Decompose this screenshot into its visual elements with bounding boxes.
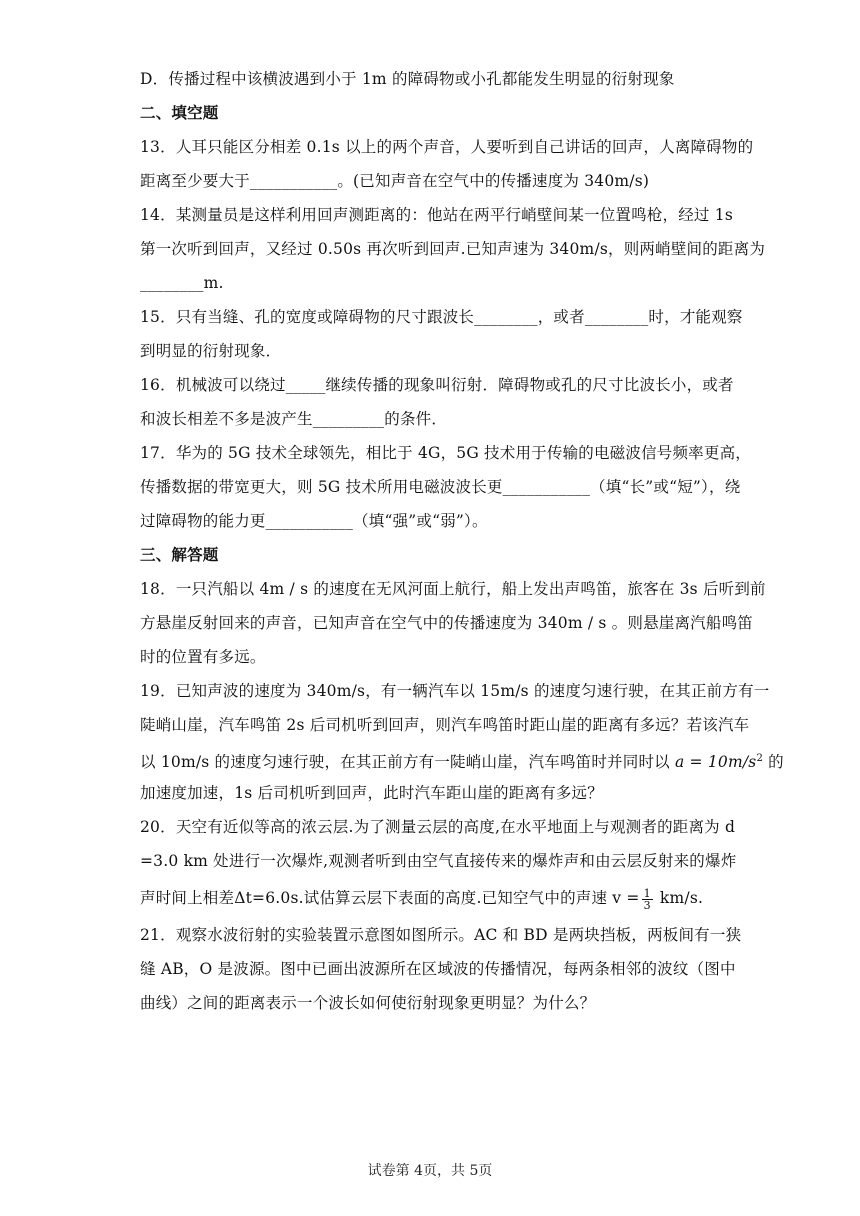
- question-15-line-1: 15．只有当缝、孔的宽度或障碍物的尺寸跟波长________，或者________时，才能观察: [140, 308, 743, 326]
- question-18-line-1: 18．一只汽船以 4m / s 的速度在无风河面上航行，船上发出声鸣笛，旅客在 3s 后听到前: [140, 580, 766, 598]
- question-21-line-1: 21．观察水波衍射的实验装置示意图如图所示。AC 和 BD 是两块挡板，两板间有一狭: [140, 926, 742, 944]
- question-21: [140, 924, 742, 1014]
- question-20-line-2: =3.0 km 处进行一次爆炸,观测者听到由空气直接传来的爆炸声和由云层反射来的爆炸: [140, 852, 737, 870]
- question-19-line-1: 19．已知声波的速度为 340m/s，有一辆汽车以 15m/s 的速度匀速行驶，在其正前方有一: [140, 682, 770, 700]
- question-17-line-3: 过障碍物的能力更___________（填“强”或“弱”）。: [140, 512, 488, 530]
- question-20-line-1: 20．天空有近似等高的浓云层.为了测量云层的高度,在水平地面上与观测者的距离为 d: [140, 818, 736, 836]
- page-footer: 试卷第 4页，共 5页: [367, 1163, 493, 1179]
- acceleration-exponent: 2: [756, 753, 764, 764]
- section-title-fill-in: 二、填空题: [140, 103, 219, 122]
- question-18-line-2: 方悬崖反射回来的声音，已知声音在空气中的传播速度为 340m / s 。则悬崖离汽船鸣笛: [140, 614, 753, 632]
- question-18: [140, 578, 766, 668]
- question-13-line-1: 13．人耳只能区分相差 0.1s 以上的两个声音，人要听到自己讲话的回声，人离障碍物的: [140, 138, 754, 156]
- question-19-line-2: 陡峭山崖，汽车鸣笛 2s 后司机听到回声，则汽车鸣笛时距山崖的距离有多远？若该汽车: [140, 716, 750, 734]
- page-content: [140, 68, 784, 1026]
- question-option-d: D．传播过程中该横波遇到小于 1m 的障碍物或小孔都能发生明显的衍射现象: [140, 70, 675, 88]
- question-19: [140, 680, 784, 804]
- question-18-line-3: 时的位置有多远。: [140, 648, 266, 666]
- question-16-line-1: 16．机械波可以绕过_____继续传播的现象叫衍射．障碍物或孔的尺寸比波长小，或者: [140, 376, 734, 394]
- question-15-line-2: 到明显的衍射现象．: [140, 342, 282, 360]
- question-21-line-3: 曲线）之间的距离表示一个波长如何使衍射现象更明显？为什么？: [140, 994, 596, 1012]
- fraction-numerator: 1: [643, 886, 651, 900]
- question-14-line-3: ________m.: [140, 274, 224, 292]
- question-14-line-1: 14．某测量员是这样利用回声测距离的：他站在两平行峭壁间某一位置鸣枪，经过 1s: [140, 206, 733, 224]
- question-21-line-2: 缝 AB，O 是波源。图中已画出波源所在区域波的传播情况，每两条相邻的波纹（图中: [140, 960, 736, 978]
- question-14-line-2: 第一次听到回声，又经过 0.50s 再次听到回声.已知声速为 340m/s，则两峭壁间的距离为: [140, 240, 766, 258]
- question-19-line-4: 加速度加速，1s 后司机听到回声，此时汽车距山崖的距离有多远？: [140, 784, 603, 802]
- speed-fraction: [642, 888, 653, 911]
- question-19-line-3: [140, 748, 784, 772]
- question-17-line-2: 传播数据的带宽更大，则 5G 技术所用电磁波波长更___________（填“长”或“短”），绕: [140, 478, 741, 496]
- question-20-line-3-text: 声时间上相差Δt=6.0s.试估算云层下表面的高度.已知空气中的声速 v =: [140, 889, 640, 907]
- question-20-line-3-tail: km/s.: [654, 889, 704, 907]
- question-15: [140, 306, 743, 362]
- question-13: [140, 136, 754, 192]
- fraction-denominator: 3: [643, 898, 651, 912]
- acceleration-formula: a = 10m/s: [674, 753, 757, 772]
- question-16: [140, 374, 734, 430]
- question-14: [140, 204, 766, 294]
- question-19-line-3-tail: 的: [763, 753, 784, 772]
- question-19-line-3-text: 以 10m/s 的速度匀速行驶，在其正前方有一陡峭山崖，汽车鸣笛时并同时以: [140, 753, 675, 772]
- question-17-line-1: 17．华为的 5G 技术全球领先，相比于 4G，5G 技术用于传输的电磁波信号频率更高，: [140, 444, 751, 462]
- question-17: [140, 442, 751, 532]
- question-16-line-2: 和波长相差不多是波产生_________的条件．: [140, 410, 448, 428]
- question-20-line-3: [140, 884, 720, 912]
- section-title-answer: 三、解答题: [140, 545, 219, 564]
- question-13-line-2: 距离至少要大于___________。(已知声音在空气中的传播速度为 340m/s): [140, 172, 650, 190]
- question-20: [140, 816, 737, 912]
